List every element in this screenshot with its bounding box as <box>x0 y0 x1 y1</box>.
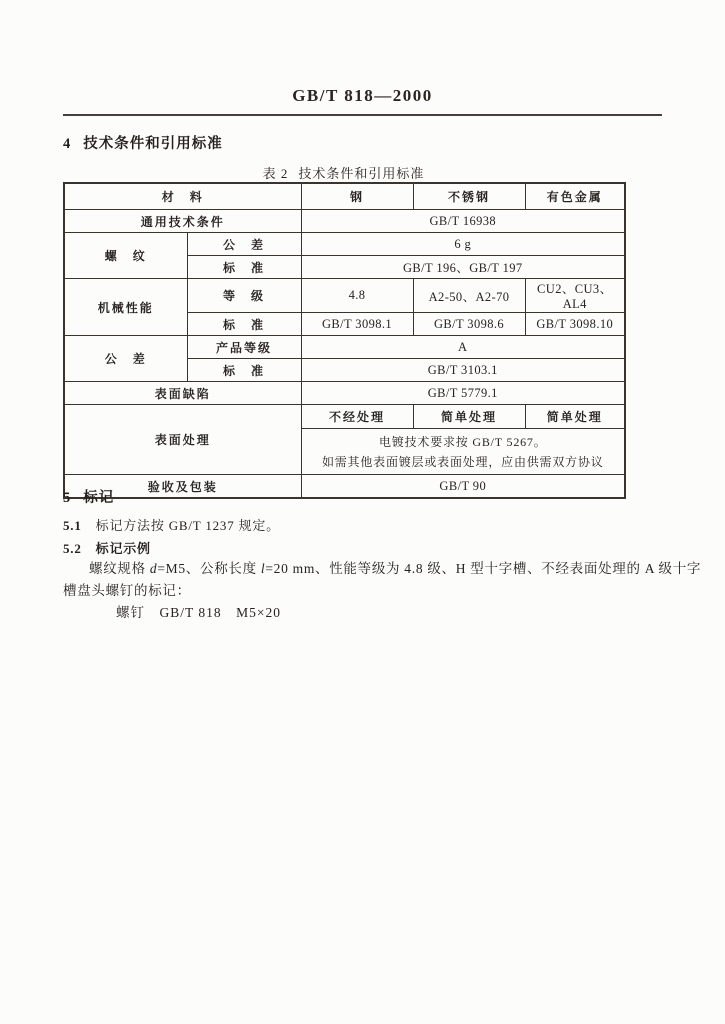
surface-defects-value-cell: GB/T 5779.1 <box>301 382 625 405</box>
thread-tolerance-label-cell: 公 差 <box>187 233 301 256</box>
surface-treatment-note-line2: 如需其他表面镀层或表面处理，应由供需双方协议 <box>321 454 604 469</box>
table-2-caption-title: 技术条件和引用标准 <box>298 166 425 181</box>
surface-treatment-steel-cell: 不经处理 <box>301 405 413 429</box>
mechanical-standard-label-cell: 标 准 <box>187 313 301 336</box>
section-5-number: 5 <box>63 490 72 506</box>
table-row-tolerance-grade <box>64 336 625 359</box>
tolerance-grade-value-cell: A <box>301 336 625 359</box>
table-row-thread-tolerance <box>64 233 625 256</box>
mechanical-label-cell: 机械性能 <box>64 279 187 336</box>
length-symbol: l <box>260 561 266 576</box>
material-nonferrous-cell: 有色金属 <box>525 183 625 210</box>
example-text-segment: =M5、公称长度 <box>157 561 261 576</box>
mechanical-grade-label-cell: 等 级 <box>187 279 301 313</box>
general-conditions-label-cell: 通用技术条件 <box>64 210 301 233</box>
tolerance-standard-value-cell: GB/T 3103.1 <box>301 359 625 382</box>
clause-5-1-text: 标记方法按 GB/T 1237 规定。 <box>95 518 280 533</box>
clause-5-2-number: 5.2 <box>63 541 82 556</box>
thread-label-cell: 螺 纹 <box>64 233 187 279</box>
table-row-general-conditions <box>64 210 625 233</box>
surface-treatment-nonferrous-cell: 简单处理 <box>525 405 625 429</box>
general-conditions-value-cell: GB/T 16938 <box>301 210 625 233</box>
mechanical-grade-stainless-cell: A2-50、A2-70 <box>413 279 525 313</box>
acceptance-label-cell: 验收及包装 <box>64 475 301 499</box>
mechanical-standard-stainless-cell: GB/T 3098.6 <box>413 313 525 336</box>
thread-tolerance-value-cell: 6 g <box>301 233 625 256</box>
example-text-segment: 螺纹规格 <box>89 561 150 576</box>
surface-treatment-stainless-cell: 简单处理 <box>413 405 525 429</box>
surface-treatment-note-line1: 电镀技术要求按 GB/T 5267。 <box>379 434 547 449</box>
clause-5-1-number: 5.1 <box>63 518 82 533</box>
mechanical-grade-nonferrous-cell: CU2、CU3、AL4 <box>525 279 625 313</box>
tech-conditions-table <box>63 182 626 499</box>
material-steel-cell: 钢 <box>301 183 413 210</box>
tolerance-standard-label-cell: 标 准 <box>187 359 301 382</box>
surface-treatment-label-cell: 表面处理 <box>64 405 301 475</box>
surface-treatment-note-cell <box>301 429 625 475</box>
standard-code-header: GB/T 818—2000 <box>292 86 433 105</box>
section-4-title: 技术条件和引用标准 <box>83 136 223 152</box>
section-4-number: 4 <box>63 136 72 152</box>
surface-defects-label-cell: 表面缺陷 <box>64 382 301 405</box>
example-paragraph-line2: 槽盘头螺钉的标记： <box>63 583 191 598</box>
section-4-heading <box>63 132 223 153</box>
table-2-caption-number: 表 2 <box>262 166 289 181</box>
example-paragraph-line1 <box>89 557 701 577</box>
tolerance-grade-label-cell: 产品等级 <box>187 336 301 359</box>
material-label-cell: 材 料 <box>64 183 301 210</box>
clause-5-1 <box>63 515 280 534</box>
example-text-segment: =20 mm、性能等级为 4.8 级、H 型十字槽、不经表面处理的 A 级十字 <box>265 561 702 576</box>
mechanical-standard-nonferrous-cell: GB/T 3098.10 <box>525 313 625 336</box>
table-row-material <box>64 183 625 210</box>
designation-example: 螺钉 GB/T 818 M5×20 <box>116 605 281 620</box>
material-stainless-cell: 不锈钢 <box>413 183 525 210</box>
mechanical-grade-steel-cell: 4.8 <box>301 279 413 313</box>
table-row-surface-treatment-types <box>64 405 625 429</box>
diameter-symbol: d <box>149 561 158 576</box>
table-row-acceptance <box>64 475 625 499</box>
acceptance-value-cell: GB/T 90 <box>301 475 625 499</box>
thread-standard-label-cell: 标 准 <box>187 256 301 279</box>
section-5-title: 标记 <box>83 490 115 506</box>
table-row-mechanical-grade <box>64 279 625 313</box>
section-5-heading <box>63 486 114 507</box>
table-2-caption <box>63 163 624 182</box>
clause-5-2-title: 标记示例 <box>95 541 151 556</box>
tolerance-label-cell: 公 差 <box>64 336 187 382</box>
clause-5-2 <box>63 538 151 557</box>
table-row-surface-defects <box>64 382 625 405</box>
mechanical-standard-steel-cell: GB/T 3098.1 <box>301 313 413 336</box>
header-rule <box>63 114 662 116</box>
thread-standard-value-cell: GB/T 196、GB/T 197 <box>301 256 625 279</box>
